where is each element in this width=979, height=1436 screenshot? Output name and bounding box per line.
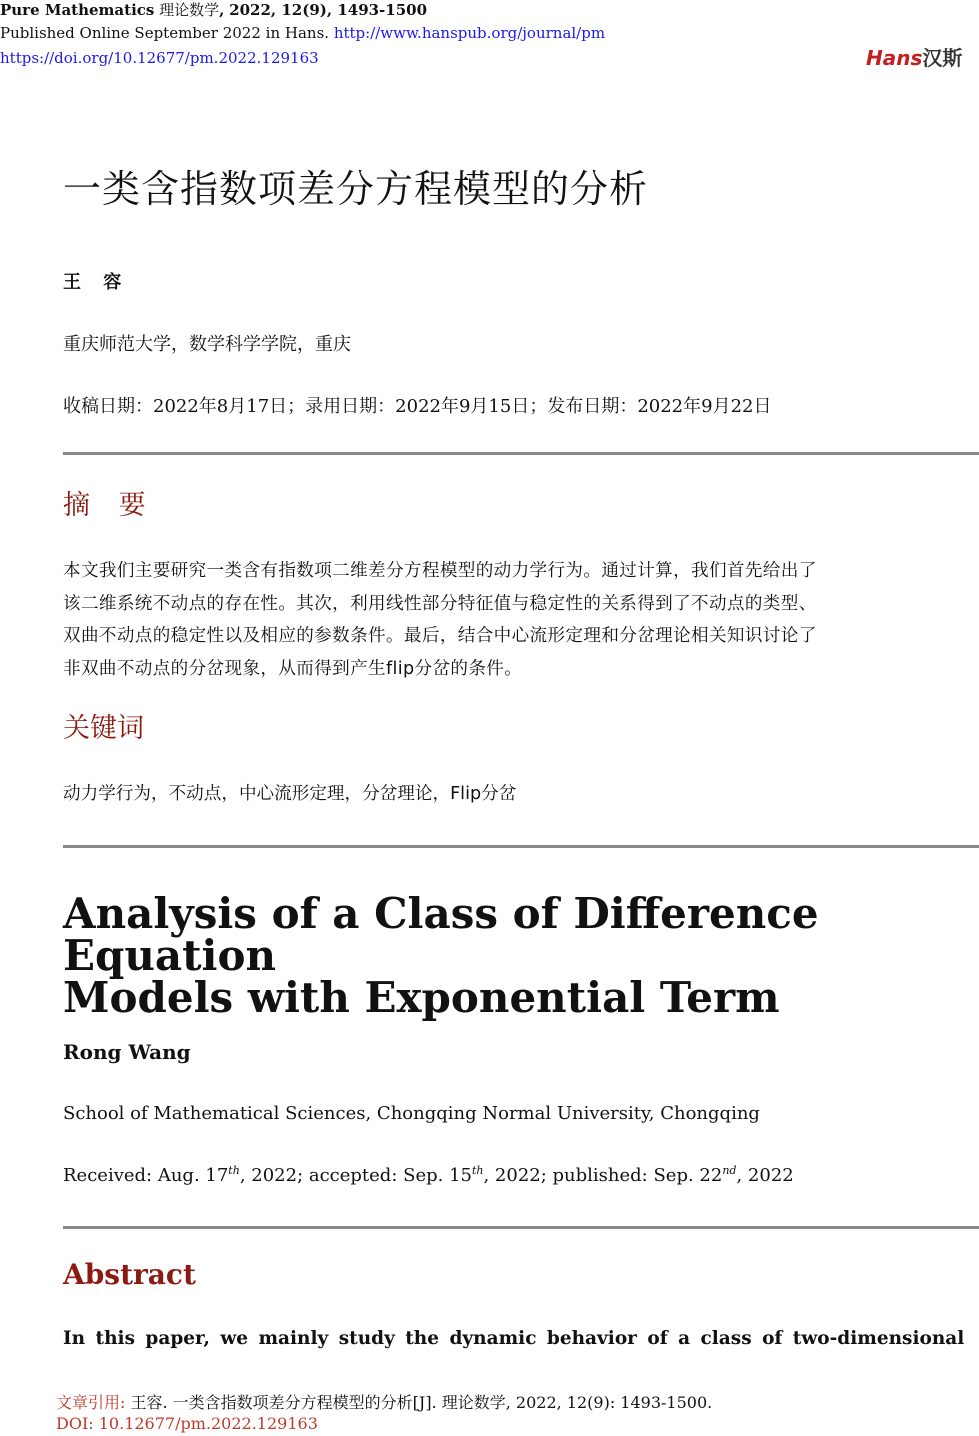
abstract-heading-en: Abstract (63, 1258, 196, 1291)
journal-url-link[interactable]: http://www.hanspub.org/journal/pm (333, 24, 606, 42)
abstract-body-cn (63, 555, 967, 685)
keywords-cn: 动力学行为，不动点，中心流形定理，分岔理论，Flip分岔 (63, 784, 517, 804)
abstract-heading-cn: 摘 要 (63, 490, 156, 521)
keywords-heading-cn: 关键词 (63, 713, 144, 744)
divider (63, 452, 979, 455)
cite-text: 王容. 一类含指数项差分方程模型的分析[J]. 理论数学, 2022, 12(9): 1493-1500. (130, 1393, 713, 1412)
dates-en: Received: Aug. 17th, 2022; accepted: Sep. 15th, 2022; published: Sep. 22nd, 2022 (63, 1164, 794, 1186)
abstract-line: 双曲不动点的稳定性以及相应的参数条件。最后，结合中心流形定理和分岔理论相关知识讨论了 (63, 626, 817, 646)
affiliation-en: School of Mathematical Sciences, Chongqing Normal University, Chongqing (63, 1103, 760, 1124)
logo-cn: 汉斯 (922, 46, 963, 70)
doi-text: 10.12677/pm.2022.129163 (98, 1414, 318, 1433)
hans-logo (866, 42, 962, 71)
abstract-line: 该二维系统不动点的存在性。其次，利用线性部分特征值与稳定性的关系得到了不动点的类型、 (63, 593, 817, 614)
author-en: Rong Wang (63, 1040, 191, 1064)
title-en-line: Models with Exponential Term (63, 973, 780, 1022)
page-title-en (63, 889, 979, 1022)
journal-name-en: Pure Mathematics (0, 1, 155, 19)
logo-latin: Hans (866, 46, 923, 70)
abstract-line: 非双曲不动点的分岔现象，从而得到产生flip分岔的条件。 (63, 658, 523, 679)
abstract-body-en: In this paper, we mainly study the dynamic behavior of a class of two-dimensional (63, 1328, 965, 1349)
doi-url-link[interactable]: https://doi.org/10.12677/pm.2022.129163 (0, 49, 319, 67)
doi-line (0, 48, 319, 68)
affiliation-cn: 重庆师范大学，数学科学学院，重庆 (63, 334, 351, 355)
published-online-text: Published Online September 2022 in Hans. (0, 24, 330, 42)
journal-issue: 2022, 12(9), 1493-1500 (229, 1, 428, 19)
doi-footer-line (56, 1413, 712, 1434)
journal-line: Pure Mathematics 理论数学, 2022, 12(9), 1493-1500 (0, 1, 428, 19)
dates-cn: 收稿日期：2022年8月17日；录用日期：2022年9月15日；发布日期：2022年9月22日 (63, 396, 772, 417)
cite-label: 文章引用: (56, 1393, 126, 1412)
published-online-line (0, 23, 605, 43)
citation-footer (56, 1392, 712, 1434)
divider (63, 1226, 979, 1229)
cite-line (56, 1392, 712, 1413)
author-cn: 王 容 (63, 272, 130, 293)
title-en-line: Analysis of a Class of Difference Equation (63, 889, 819, 980)
divider (63, 845, 979, 848)
doi-label: DOI: (56, 1414, 94, 1433)
abstract-line: 本文我们主要研究一类含有指数项二维差分方程模型的动力学行为。通过计算，我们首先给出了 (63, 561, 817, 581)
journal-name-cn: 理论数学 (159, 1, 220, 19)
page-title-cn: 一类含指数项差分方程模型的分析 (63, 167, 649, 211)
